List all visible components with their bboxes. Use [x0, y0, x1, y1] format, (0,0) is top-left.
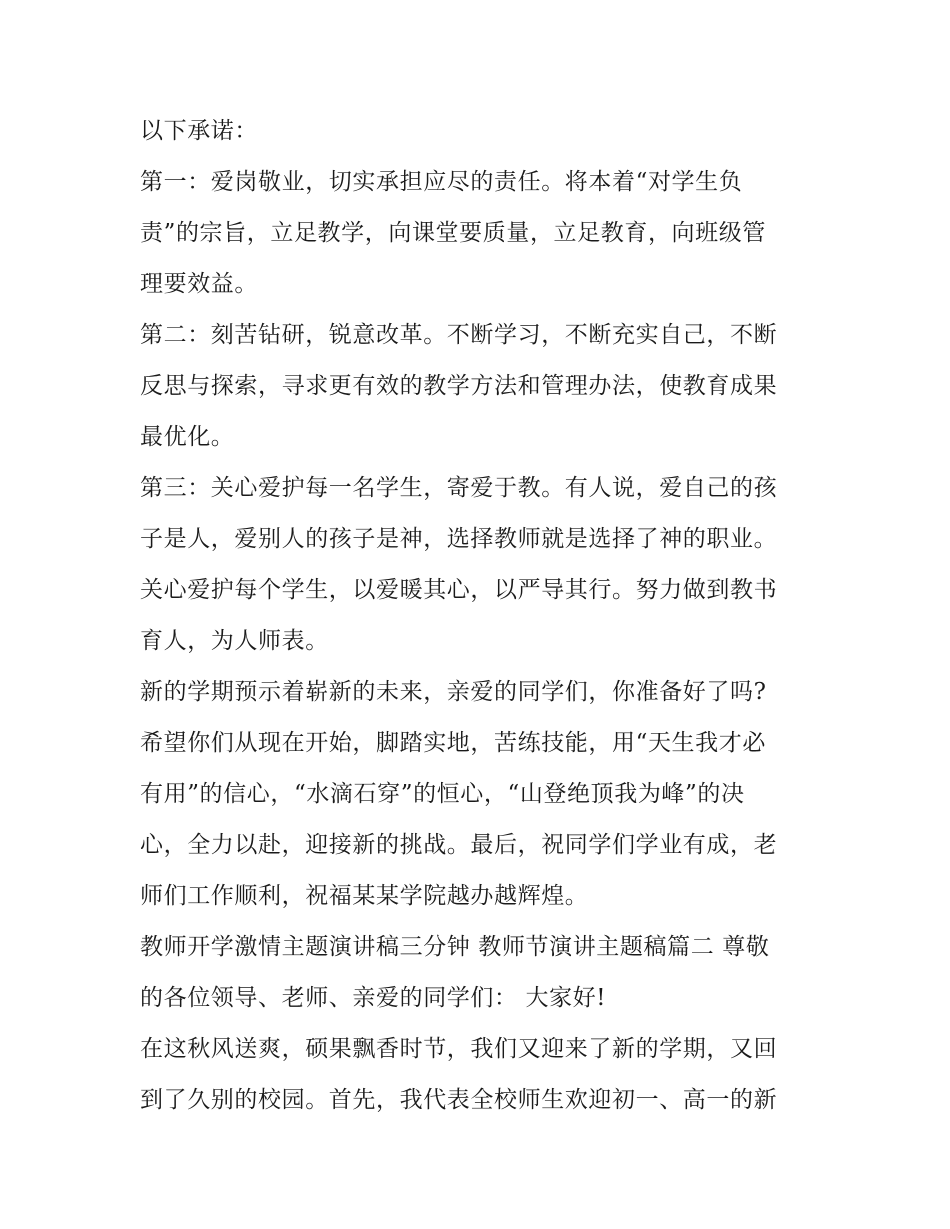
- text-line: 的各位领导、老师、亲爱的同学们： 大家好!: [140, 985, 607, 1011]
- text-line: 心，全力以赴，迎接新的挑战。最后，祝同学们学业有成，老: [140, 832, 778, 858]
- document-body: [140, 106, 820, 1126]
- text-line: 第二：刻苦钻研，锐意改革。不断学习，不断充实自己，不断: [140, 322, 778, 348]
- text-line: 第三：关心爱护每一名学生，寄爱于教。有人说，爱自己的孩: [140, 475, 778, 501]
- text-line: 最优化。: [140, 424, 235, 450]
- text-line: 反思与探索，寻求更有效的教学方法和管理办法，使教育成果: [140, 373, 778, 399]
- text-line: 以下承诺：: [140, 118, 258, 144]
- text-line: 到了久别的校园。首先，我代表全校师生欢迎初一、高一的新: [140, 1087, 778, 1113]
- text-line: 师们工作顺利，祝福某某学院越办越辉煌。: [140, 883, 589, 909]
- text-line: 责”的宗旨，立足教学，向课堂要质量，立足教育，向班级管: [140, 220, 766, 246]
- text-line: 新的学期预示着崭新的未来，亲爱的同学们，你准备好了吗?: [140, 679, 767, 705]
- text-line: 希望你们从现在开始，脚踏实地，苦练技能，用“天生我才必: [140, 730, 766, 756]
- text-line: 第一：爱岗敬业，切实承担应尽的责任。将本着“对学生负: [140, 169, 743, 195]
- text-line: 关心爱护每个学生，以爱暖其心，以严导其行。努力做到教书: [140, 577, 778, 603]
- text-line: 子是人，爱别人的孩子是神，选择教师就是选择了神的职业。: [140, 526, 778, 552]
- text-line: 有用”的信心，“水滴石穿”的恒心，“山登绝顶我为峰”的决: [140, 781, 745, 807]
- text-line: 理要效益。: [140, 271, 258, 297]
- text-line: 育人，为人师表。: [140, 628, 329, 654]
- text-line: 在这秋风送爽，硕果飘香时节，我们又迎来了新的学期，又回: [140, 1036, 778, 1062]
- text-line: 教师开学激情主题演讲稿三分钟 教师节演讲主题稿篇二 尊敬: [140, 934, 770, 960]
